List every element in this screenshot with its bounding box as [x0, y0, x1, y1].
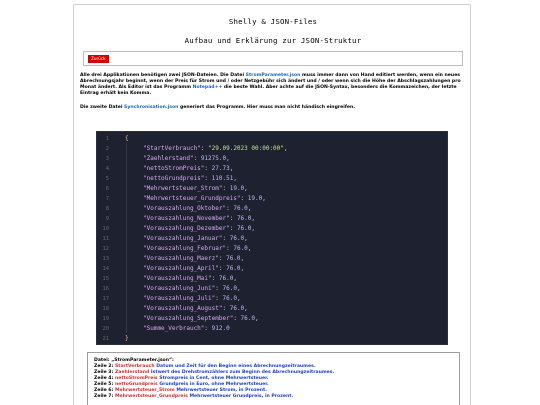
comma: , [251, 225, 256, 232]
json-key: "Vorauszahlung_Dezember" [143, 225, 230, 232]
colon: : [229, 215, 237, 222]
page-title: Shelly & JSON-Files [228, 17, 318, 26]
colon: : [226, 245, 234, 252]
line-number: 16 [102, 286, 109, 292]
comma: , [226, 155, 230, 162]
description-box [87, 352, 460, 405]
line-number: 8 [105, 206, 109, 212]
code-text [143, 244, 251, 254]
close-brace: } [125, 335, 129, 342]
line-number: 17 [102, 296, 109, 302]
line-number: 5 [105, 176, 109, 182]
code-text [143, 254, 244, 264]
json-value: 76.0 [240, 315, 255, 322]
field-name: Zaehlerstand [114, 369, 150, 375]
json-value: 76.0 [222, 295, 237, 302]
row-prefix: Zeile 6: [94, 387, 115, 393]
comma: , [244, 235, 248, 242]
field-description: Strompreis in Cent, ohne Mehrwertsteuer. [157, 375, 269, 381]
colon: : [215, 285, 223, 292]
description-heading: Datei: „StromParameter.json“: [94, 358, 174, 363]
code-text [143, 234, 248, 244]
code-text [143, 324, 230, 334]
colon: : [218, 265, 227, 272]
row-prefix: Zeile 7: [94, 393, 115, 399]
json-value: 110.51 [211, 175, 234, 182]
row-prefix: Zeile 5: [94, 381, 115, 387]
colon: : [218, 255, 227, 262]
colon: : [222, 235, 230, 242]
comma: , [251, 215, 256, 222]
field-name: Mehrwertsteuer_Grundpreis [114, 393, 188, 399]
json-value: 76.0 [226, 265, 241, 272]
code-line [97, 154, 447, 164]
json-value: 91275.0 [200, 155, 227, 162]
code-text [143, 174, 237, 184]
comma: , [244, 185, 248, 192]
code-line [97, 244, 447, 254]
code-text [143, 164, 233, 174]
code-text [125, 334, 129, 344]
colon: : [222, 305, 230, 312]
comma: , [262, 195, 266, 202]
row-prefix: Zeile 2: [94, 363, 115, 369]
comma: , [236, 285, 241, 292]
code-text [143, 144, 288, 154]
json-key: "Zaehlerstand" [143, 155, 194, 162]
comma: , [247, 205, 252, 212]
json-key: "Vorauszahlung_November" [143, 215, 230, 222]
line-number: 19 [102, 316, 109, 322]
json-value: 19.0 [229, 185, 245, 192]
field-name: Mehrwertsteuer_Strom [114, 387, 175, 393]
code-text [143, 304, 248, 314]
code-line [97, 164, 447, 174]
colon: : [204, 165, 212, 172]
json-value: 912.0 [211, 325, 230, 332]
colon: : [204, 325, 212, 332]
document-page [73, 4, 471, 405]
code-line [97, 294, 447, 304]
row-prefix: Zeile 4: [94, 375, 115, 381]
json-key: "StartVerbrauch" [143, 145, 201, 152]
field-description: Mehrwertsteuer Grundpreis, in Prozent. [187, 393, 294, 399]
field-description: Datum und Zeit für den Beginn eines Abrechnungzeitraumes. [154, 363, 316, 369]
json-key: "nettoGrundpreis" [143, 175, 205, 182]
code-text [143, 204, 251, 214]
line-number: 11 [102, 236, 109, 242]
colon: : [215, 295, 223, 302]
code-text [143, 154, 230, 164]
json-key: "Summe_Verbrauch" [143, 325, 205, 332]
json-key: "Vorauszahlung_Maerz" [143, 255, 219, 262]
code-text [143, 274, 237, 284]
line-number: 9 [105, 216, 109, 222]
link-synchronisation[interactable]: Synchronisation.json [124, 105, 179, 110]
code-line [97, 194, 447, 204]
code-text [143, 284, 241, 294]
code-text [143, 214, 255, 224]
intro-text: Alle drei Applikationen benötigen zwei JSON-Dateien. Die Datei [80, 73, 246, 78]
comma: , [244, 305, 248, 312]
code-text [143, 224, 255, 234]
code-line [97, 214, 447, 224]
link-stromparameter[interactable]: StromParameter.json [245, 73, 301, 78]
json-value: 76.0 [218, 275, 234, 282]
line-number: 13 [102, 256, 109, 262]
line-number: 1 [105, 136, 109, 142]
line-number: 7 [105, 196, 109, 202]
json-key: "Vorauszahlung_Juli" [143, 295, 216, 302]
json-value: 76.0 [229, 235, 245, 242]
code-line [97, 324, 447, 334]
field-name: StartVerbrauch [114, 363, 155, 369]
colon: : [229, 225, 237, 232]
code-text [125, 134, 129, 144]
line-number: 4 [105, 166, 109, 172]
code-text [143, 314, 259, 324]
colon: : [200, 145, 209, 152]
json-key: "Vorauszahlung_Oktober" [143, 205, 227, 212]
json-value: 76.0 [233, 205, 248, 212]
comma: , [236, 295, 241, 302]
json-value: "29.09.2023 00:00:00" [208, 145, 284, 152]
colon: : [222, 185, 230, 192]
json-key: "Vorauszahlung_September" [143, 315, 234, 322]
intro-text: muss immer dann von Hand editiert werden, wenn ein neues Abrechnungsjahr beginnt, wenn der Preis für Strom und / oder Netzgebühr sich ändert und / oder wenn sich die Höhe der Abschlagszahlungen pro Monat ändert. Als Editor ist das Programm [80, 73, 461, 90]
json-value: 19.0 [247, 195, 263, 202]
code-text [143, 294, 241, 304]
open-brace: { [125, 135, 129, 142]
line-number: 14 [102, 266, 109, 272]
line-number: 18 [102, 306, 109, 312]
colon: : [204, 175, 212, 182]
code-text [143, 184, 248, 194]
field-name: nettoStromPreis [114, 375, 158, 381]
code-line [97, 274, 447, 284]
comma: , [233, 175, 237, 182]
json-key: "Vorauszahlung_Juni" [143, 285, 216, 292]
code-line [97, 284, 447, 294]
json-code-block [96, 131, 448, 345]
json-key: "Vorauszahlung_August" [143, 305, 223, 312]
code-line [97, 134, 447, 144]
field-description: Istwert des Drehstromzählers zum Beginn des Abrechnungzeitraumes. [149, 369, 335, 375]
comma: , [240, 255, 245, 262]
intro-text: Die zweite Datei [80, 105, 125, 110]
intro-text: die beste Wahl. Aber achte auf die JSON-Syntax, besonders die Kommazeichen, der letzte Eintrag erhält kein Komma. [80, 84, 457, 96]
colon: : [193, 155, 201, 162]
json-value: 76.0 [236, 215, 252, 222]
json-key: "Vorauszahlung_Mai" [143, 275, 212, 282]
code-line [97, 264, 447, 274]
intro-text: generiert das Programm. Hier muss man nicht händisch eingreifen. [178, 105, 355, 110]
colon: : [211, 275, 219, 282]
code-line [97, 204, 447, 214]
field-description: Grundpreis in Euro, ohne Mehrwertsteuer. [157, 381, 269, 387]
code-text [143, 264, 244, 274]
code-line [97, 314, 447, 324]
code-line [97, 304, 447, 314]
line-number: 15 [102, 276, 109, 282]
json-key: "Vorauszahlung_April" [143, 265, 219, 272]
nav-bar [83, 51, 463, 66]
colon: : [233, 315, 241, 322]
json-value: 76.0 [226, 255, 241, 262]
page-subtitle: Aufbau und Erklärung zur JSON-Struktur [184, 36, 362, 45]
comma: , [229, 165, 234, 172]
line-number: 2 [105, 146, 109, 152]
json-value: 76.0 [222, 285, 237, 292]
back-button[interactable]: Zurück [88, 55, 109, 63]
json-key: "Vorauszahlung_Januar" [143, 235, 223, 242]
json-key: "Vorauszahlung_Februar" [143, 245, 227, 252]
json-key: "nettoStromPreis" [143, 165, 205, 172]
comma: , [255, 315, 259, 322]
comma: , [247, 245, 252, 252]
intro-paragraph-2 [80, 105, 465, 111]
json-value: 76.0 [229, 305, 245, 312]
json-value: 76.0 [236, 225, 252, 232]
code-line [97, 334, 447, 344]
line-number: 20 [102, 326, 109, 332]
code-line [97, 144, 447, 154]
comma: , [240, 265, 245, 272]
line-number: 10 [102, 226, 109, 232]
description-row [94, 394, 453, 400]
json-key: "Mehrwertsteuer_Strom" [143, 185, 223, 192]
comma: , [283, 145, 288, 152]
code-line [97, 254, 447, 264]
field-name: nettoGrundpreis [114, 381, 158, 387]
line-number: 3 [105, 156, 109, 162]
json-value: 76.0 [233, 245, 248, 252]
json-value: 27.73 [211, 165, 230, 172]
comma: , [233, 275, 237, 282]
field-description: Mehrwertsteuer Strom, in Prozent. [174, 387, 267, 393]
code-line [97, 224, 447, 234]
line-number: 21 [102, 336, 109, 342]
code-text [143, 194, 266, 204]
json-key: "Mehrwertsteuer_Grundpreis" [143, 195, 241, 202]
code-line [97, 234, 447, 244]
code-line [97, 184, 447, 194]
intro-paragraph-1 [80, 73, 465, 97]
line-number: 12 [102, 246, 109, 252]
code-line [97, 174, 447, 184]
line-number: 6 [105, 186, 109, 192]
colon: : [226, 205, 234, 212]
colon: : [240, 195, 248, 202]
link-notepad[interactable]: Notepad++ [192, 84, 223, 90]
row-prefix: Zeile 3: [94, 369, 115, 375]
